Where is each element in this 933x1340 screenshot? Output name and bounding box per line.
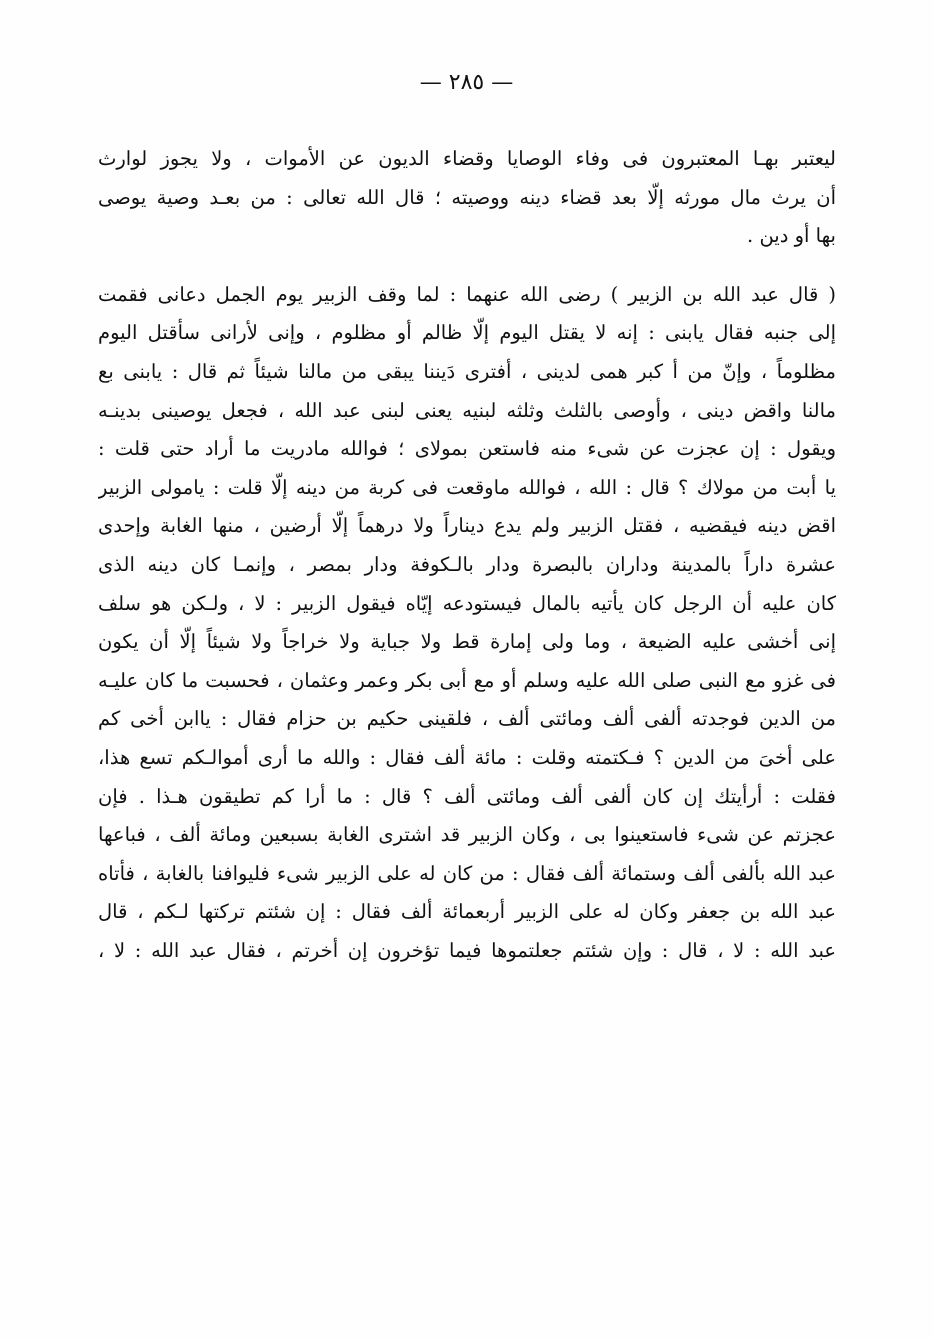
text-line: كان عليه أن الرجل كان يأتيه بالمال فيستودعه إيّاه فيقول الزبير : لا ، ولـكن هو سلف [98, 591, 836, 615]
text-line: يا أبت من مولاك ؟ قال : الله ، فوالله ماوقعت فى كربة من دينه إلّا قلت : يامولى الزبير [98, 475, 836, 499]
paragraph-1 [98, 140, 836, 256]
text-line [98, 1202, 836, 1241]
text-line [98, 1009, 836, 1048]
text-line [98, 1125, 836, 1164]
text-line: أن يرث مال مورثه إلّا بعد قضاء دينه ووصيته ؛ قال الله تعالى : من بعـد وصية يوصى [98, 185, 836, 209]
text-line: مظلوماً ، وإنّ من أ كبر همى لدينى ، أفترى دَيننا يبقى من مالنا شيئاً ثم قال : يابنى بع [98, 359, 836, 383]
text-line: عجزتم عن شىء فاستعينوا بى ، وكان الزبير قد اشترى الغابة بسبعين ومائة ألف ، فباعها [98, 823, 836, 847]
text-line: فقلت : أرأيتك إن كان ألفى ألف ومائتى ألف ؟ قال : ما أرا كم تطيقون هـذا . فإن [98, 784, 836, 808]
text-line: عبد الله بن جعفر وكان له على الزبير أربعمائة ألف فقال : إن شئتم تركتها لـكم ، قال [98, 900, 836, 924]
page-body [98, 140, 836, 1241]
text-line: من الدين فوجدته ألفى ألف ومائتى ألف ، فلقينى حكيم بن حزام فقال : ياابن أخى كم [98, 707, 836, 731]
text-line: ليعتبر بهـا المعتبرون فى وفاء الوصايا وقضاء الديون عن الأموات ، ولا يجوز لوارث [98, 147, 836, 170]
text-line: اقض دينه فيقضيه ، فقتل الزبير ولم يدع ديناراً ولا درهماً إلّا أرضين ، منها الغابة وإحدى [98, 514, 836, 538]
text-line [98, 970, 836, 1009]
paragraph-gap [98, 256, 836, 276]
paragraph-2 [98, 276, 836, 1241]
text-line [98, 1086, 836, 1125]
text-line: ويقول : إن عجزت عن شىء منه فاستعن بمولاى ؛ فوالله مادريت ما أراد حتى قلت : [98, 437, 836, 461]
text-line: ( قال عبد الله بن الزبير ) رضى الله عنهما : لما وقف الزبير يوم الجمل دعانى فقمت [98, 282, 836, 306]
text-line: إنى أخشى عليه الضيعة ، وما ولى إمارة قط ولا جباية ولا خراجاً ولا شيئاً إلّا أن يكون [98, 630, 836, 654]
text-line: عبد الله : لا ، قال : وإن شئتم جعلتموها فيما تؤخرون إن أخرتم ، فقال عبد الله : لا ، [98, 938, 836, 962]
text-line [98, 1163, 836, 1202]
text-line [98, 1048, 836, 1087]
text-line: عبد الله بألفى ألف وستمائة ألف فقال : من كان له على الزبير شىء فليوافنا بالغابة ، فأتاه [98, 861, 836, 885]
text-line: على أخىَ من الدين ؟ فـكتمته وقلت : مائة ألف فقال : والله ما أرى أموالـكم تسع هذا، [98, 745, 836, 769]
text-line: بها أو دين . [747, 224, 836, 248]
text-line: فى غزو مع النبى صلى الله عليه وسلم أو مع أبى بكر وعمر وعثمان ، فحسبت ما كان عليـه [98, 668, 836, 692]
text-line: إلى جنبه فقال يابنى : إنه لا يقتل اليوم إلّا ظالم أو مظلوم ، وإنى لأرانى سأقتل اليوم [98, 321, 836, 345]
text-line: عشرة داراً بالمدينة وداران بالبصرة ودار بالـكوفة ودار بمصر ، وإنمـا كان دينه الذى [98, 552, 836, 576]
text-line: مالنا واقض دينى ، وأوصى بالثلث وثلثه لبنيه يعنى لبنى عبد الله ، فجعل يوصينى بدينـه [98, 398, 836, 422]
page-number: — ٢٨٥ — [419, 70, 514, 95]
